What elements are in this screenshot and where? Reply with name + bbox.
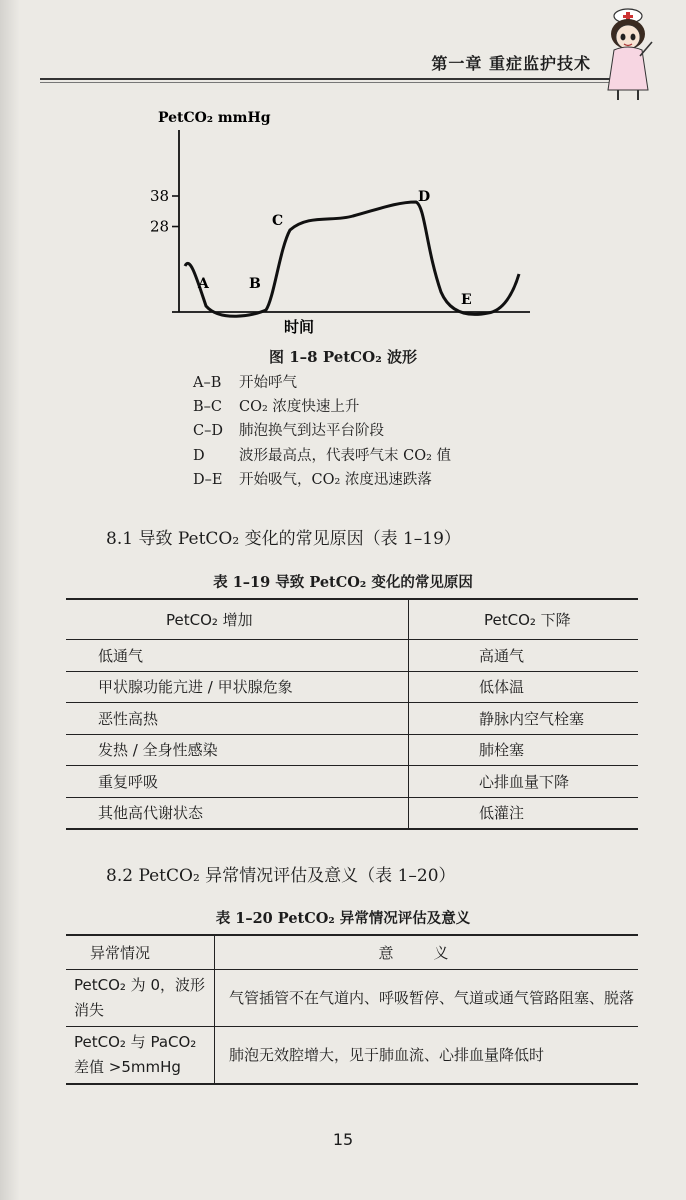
table-cell: 恶性高热 (66, 703, 409, 735)
table-cell: PetCO₂ 与 PaCO₂ 差值 >5mmHg (66, 1027, 215, 1085)
figure-caption: 图 1–8 PetCO₂ 波形 (269, 348, 417, 366)
x-axis-label: 时间 (284, 318, 315, 336)
nurse-cartoon-icon (600, 6, 656, 102)
legend-text: 肺泡换气到达平台阶段 (239, 423, 384, 440)
table-row (66, 970, 638, 1027)
legend-key: B–C (193, 399, 222, 416)
table-1-19 (66, 598, 638, 830)
table-1-19-caption: 表 1–19 导致 PetCO₂ 变化的常见原因 (213, 574, 473, 591)
legend-item (193, 371, 451, 395)
waveform-point-label: B (249, 276, 261, 292)
table-cell: 低灌注 (479, 804, 525, 823)
waveform-legend (193, 371, 451, 492)
table-cell: 甲状腺功能亢进 / 甲状腺危象 (66, 671, 409, 703)
table-cell: 低体温 (409, 671, 639, 703)
legend-item (193, 468, 451, 492)
legend-item (193, 444, 451, 468)
legend-item (193, 419, 451, 443)
table-1-20-caption: 表 1–20 PetCO₂ 异常情况评估及意义 (215, 910, 471, 927)
table-cell: 重复呼吸 (66, 766, 409, 798)
header-rule (40, 78, 626, 80)
petco2-waveform-figure (148, 98, 538, 338)
table-row (66, 1027, 638, 1085)
legend-text: CO₂ 浓度快速上升 (239, 399, 360, 416)
table-cell: 气管插管不在气道内、呼吸暂停、气道或通气管路阻塞、脱落 (215, 970, 639, 1027)
y-tick-label: 28 (150, 217, 170, 236)
table-row (66, 766, 638, 798)
table-cell: PetCO₂ 为 0，波形消失 (66, 970, 215, 1027)
legend-text: 开始呼气 (239, 375, 297, 391)
table-1-20 (66, 934, 638, 1085)
page-number: 15 (332, 1130, 354, 1149)
table-cell: 肺泡无效腔增大，见于肺血流、心排血量降低时 (229, 1045, 545, 1064)
waveform-point-label: C (272, 213, 284, 229)
y-tick-label: 38 (150, 187, 170, 205)
table-cell: 其他高代谢状态 (66, 797, 409, 829)
table-cell: 高通气 (409, 640, 639, 672)
spine-shadow (0, 0, 20, 1200)
table-cell: 肺栓塞 (409, 734, 639, 766)
waveform-svg (148, 98, 538, 338)
chapter-title: 第一章 重症监护技术 (431, 54, 591, 73)
table-header-row (66, 935, 638, 970)
waveform-point-label: A (198, 276, 209, 292)
waveform-point-label: D (418, 189, 431, 205)
table-row (66, 703, 638, 735)
column-header-increase: PetCO₂ 增加 (66, 599, 409, 640)
table-row (66, 671, 638, 703)
column-header-condition: 异常情况 (66, 935, 215, 970)
y-axis-label: PetCO₂ mmHg (158, 110, 271, 126)
header-rule-thin (40, 82, 626, 83)
legend-key: A–B (193, 375, 222, 391)
table-header-row (66, 599, 638, 640)
table-row (66, 640, 638, 672)
table-cell: 发热 / 全身性感染 (66, 734, 409, 766)
legend-item (193, 395, 451, 419)
waveform-point-label: E (461, 292, 472, 308)
section-heading-8-1: 8.1 导致 PetCO₂ 变化的常见原因（表 1–19） (106, 529, 461, 549)
section-heading-8-2: 8.2 PetCO₂ 异常情况评估及意义（表 1–20） (106, 866, 456, 886)
table-cell: 低通气 (66, 640, 409, 672)
table-row (66, 734, 638, 766)
column-header-decrease: PetCO₂ 下降 (409, 599, 639, 640)
legend-key: D–E (193, 471, 223, 488)
legend-text: 开始吸气，CO₂ 浓度迅速跌落 (239, 471, 432, 488)
legend-text: 波形最高点，代表呼气末 CO₂ 值 (239, 447, 452, 464)
table-row (66, 797, 638, 829)
table-cell: 静脉内空气栓塞 (409, 703, 639, 735)
column-header-significance: 意义 (215, 935, 639, 970)
legend-key: D (193, 447, 205, 464)
table-cell: 心排血量下降 (409, 766, 639, 798)
page-header (0, 0, 686, 86)
legend-key: C–D (193, 423, 223, 440)
